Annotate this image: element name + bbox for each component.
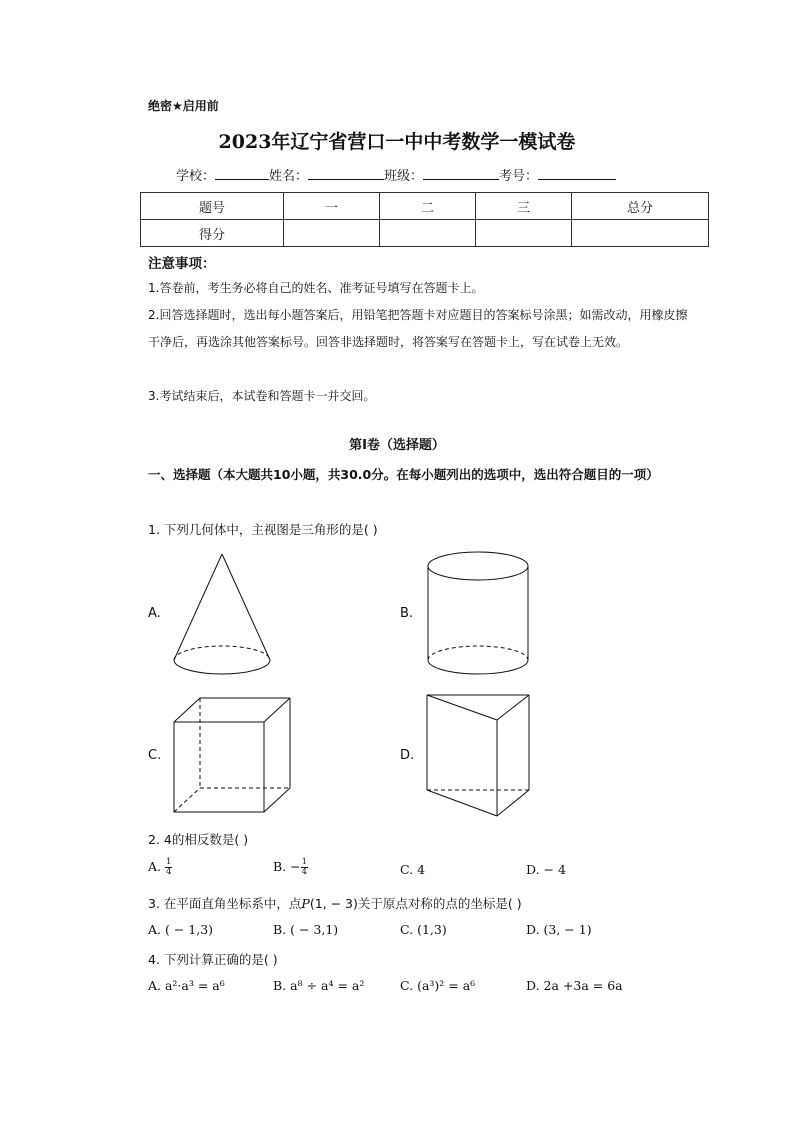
fraction-denominator: 4: [301, 867, 308, 877]
q4-option-c[interactable]: C. (a³)² = a⁶: [400, 978, 476, 993]
q3-stem-suffix: (1, − 3)关于原点对称的点的坐标是( ): [309, 896, 522, 911]
q4-option-d[interactable]: D. 2a +3a = 6a: [526, 978, 623, 993]
note-item: 1.答卷前，考生务必将自己的姓名、准考证号填写在答题卡上。: [148, 281, 484, 295]
q2-option-d[interactable]: D. − 4: [526, 862, 566, 877]
confidential-label: 绝密★启用前: [148, 99, 219, 113]
q3-option-c[interactable]: C. (1,3): [400, 922, 447, 937]
score-cell[interactable]: [572, 220, 709, 247]
q1-option-d-label: D.: [400, 748, 415, 763]
q2-option-c[interactable]: C. 4: [400, 862, 426, 877]
name-blank[interactable]: [308, 167, 384, 180]
q4-option-b[interactable]: B. a⁸ ÷ a⁴ = a²: [273, 978, 365, 993]
score-cell[interactable]: [284, 220, 380, 247]
q4-option-a[interactable]: A. a²·a³ = a⁶: [148, 978, 225, 993]
exam-number-label: 考号：: [499, 169, 539, 184]
section-heading: 一、选择题（本大题共10小题，共30.0分。在每小题列出的选项中，选出符合题目的一项）: [148, 467, 659, 482]
volume-heading: 第Ⅰ卷（选择题）: [349, 438, 445, 453]
q1-option-a-label: A.: [148, 606, 161, 621]
note-item: 2.回答选择题时，选出每小题答案后，用铅笔把答题卡对应题目的答案标号涂黑；如需改动，用橡皮擦干净后，再选涂其他答案标号。回答非选择题时，将答案写在答题卡上，写在试卷上无效。: [148, 308, 688, 349]
q2-option-a[interactable]: [148, 858, 172, 877]
note-item: 3.考试结束后，本试卷和答题卡一并交回。: [148, 389, 376, 403]
score-table-score-row: [141, 220, 709, 247]
score-cell[interactable]: [476, 220, 572, 247]
fraction-denominator: 4: [166, 867, 172, 877]
name-label: 姓名：: [269, 169, 309, 184]
fraction: [165, 858, 172, 877]
score-cell[interactable]: [380, 220, 476, 247]
cylinder-figure: [424, 548, 534, 680]
student-info-line: [176, 165, 616, 184]
score-header-cell: 二: [380, 193, 476, 220]
q1-option-c-label: C.: [148, 748, 162, 763]
score-table: [140, 192, 709, 247]
class-label: 班级：: [384, 169, 424, 184]
question-4-stem: 4. 下列计算正确的是( ): [148, 952, 278, 967]
notes-title: 注意事项：: [148, 256, 216, 272]
school-label: 学校：: [176, 169, 216, 184]
q3-point-variable: P: [301, 896, 310, 911]
triangular-prism-figure: [424, 692, 534, 820]
q1-option-b-label: B.: [400, 606, 414, 621]
class-blank[interactable]: [423, 167, 499, 180]
q2-option-b-label: B.: [273, 859, 287, 874]
question-2-stem: 2. 4的相反数是( ): [148, 832, 249, 847]
minus-sign: −: [290, 859, 301, 874]
fraction-numerator: 1: [301, 857, 308, 867]
exam-number-blank[interactable]: [538, 167, 616, 180]
question-3-stem: [148, 894, 522, 912]
q2-option-b[interactable]: [273, 858, 308, 877]
score-header-cell: 三: [476, 193, 572, 220]
score-table-header-row: [141, 193, 709, 220]
fraction: [301, 858, 308, 877]
score-header-cell: 一: [284, 193, 380, 220]
score-header-cell: 题号: [141, 193, 284, 220]
q2-option-a-label: A.: [148, 859, 162, 874]
question-1-stem: 1. 下列几何体中，主视图是三角形的是( ): [148, 522, 378, 537]
q3-option-a[interactable]: A. ( − 1,3): [148, 922, 214, 937]
fraction-numerator: 1: [166, 857, 172, 867]
q3-stem-prefix: 3. 在平面直角坐标系中，点: [148, 896, 302, 911]
school-blank[interactable]: [215, 167, 269, 180]
cone-figure: [170, 550, 274, 676]
exam-title: 2023年辽宁省营口一中中考数学一模试卷: [218, 131, 576, 153]
q3-option-d[interactable]: D. (3, − 1): [526, 922, 592, 937]
q3-option-b[interactable]: B. ( − 3,1): [273, 922, 339, 937]
score-header-cell: 总分: [572, 193, 709, 220]
cube-figure: [170, 694, 296, 816]
score-row-label: 得分: [141, 220, 284, 247]
